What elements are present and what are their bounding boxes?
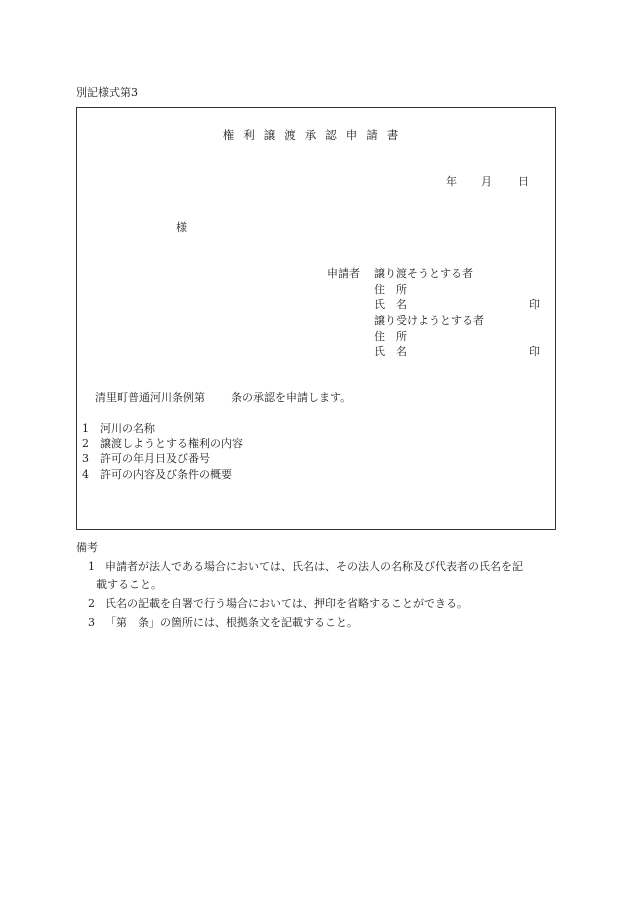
item-number: 4: [82, 468, 89, 481]
note-continuation: 載すること。: [96, 578, 162, 591]
list-item: [82, 469, 232, 480]
note-item: [88, 617, 358, 628]
transferee-address-label: 住 所: [374, 330, 407, 343]
transferee-heading: 譲り受けようとする者: [374, 314, 484, 327]
month-label: 月: [481, 175, 492, 188]
statement-before: 清里町普通河川条例第: [95, 391, 205, 404]
day-label: 日: [518, 175, 529, 188]
note-number: 2: [88, 597, 95, 610]
list-item: [82, 423, 155, 434]
item-number: 3: [82, 452, 89, 465]
application-statement: [95, 392, 351, 403]
list-item: [82, 453, 210, 464]
transferee-name-label: 氏 名: [374, 345, 407, 358]
note-item: [88, 598, 468, 609]
item-text: 許可の内容及び条件の概要: [100, 468, 232, 481]
note-number: 3: [88, 616, 95, 629]
item-text: 河川の名称: [100, 422, 155, 435]
transferor-name-label: 氏 名: [374, 298, 407, 311]
form-number-label: 別記様式第3: [76, 86, 138, 99]
year-label: 年: [446, 175, 457, 188]
item-text: 許可の年月日及び番号: [100, 452, 210, 465]
applicant-label: 申請者: [327, 267, 360, 280]
note-text: 申請者が法人である場合においては、氏名は、その法人の名称及び代表者の氏名を記: [105, 560, 523, 573]
notes-title: 備考: [76, 541, 98, 554]
transferor-address-label: 住 所: [374, 283, 407, 296]
transferor-heading: 譲り渡そうとする者: [374, 267, 473, 280]
list-item: [82, 438, 243, 449]
item-number: 1: [82, 422, 89, 435]
item-number: 2: [82, 437, 89, 450]
transferor-seal-mark: 印: [529, 298, 540, 311]
note-text: 氏名の記載を自署で行う場合においては、押印を省略することができる。: [105, 597, 468, 610]
application-form-frame: [76, 107, 556, 530]
transferee-seal-mark: 印: [529, 345, 540, 358]
addressee-suffix: 様: [176, 221, 187, 234]
statement-after: 条の承認を申請します。: [231, 391, 352, 404]
note-item: [88, 561, 523, 572]
form-title: 権利譲渡承認申請書: [222, 128, 408, 142]
note-number: 1: [88, 560, 95, 573]
note-text: 「第 条」の箇所には、根拠条文を記載すること。: [105, 616, 358, 629]
item-text: 譲渡しようとする権利の内容: [100, 437, 243, 450]
date-line: [446, 176, 529, 187]
